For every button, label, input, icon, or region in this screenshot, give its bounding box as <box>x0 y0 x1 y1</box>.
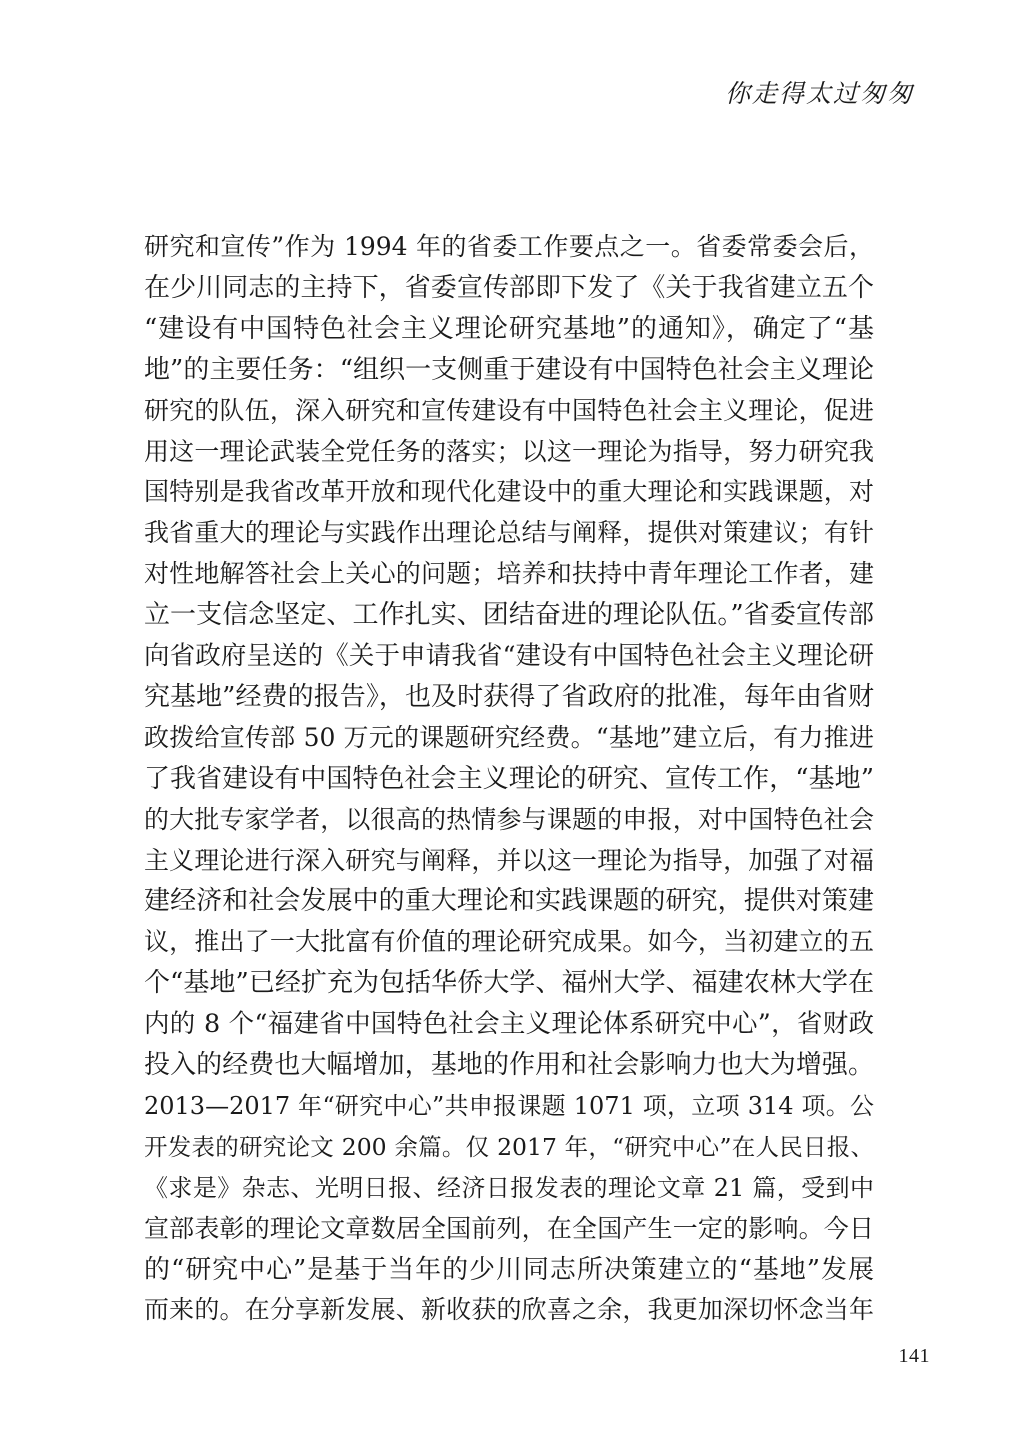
page-number: 141 <box>898 1345 930 1367</box>
text-line: 2013—2017 年“研究中心”共申报课题 1071 项，立项 314 项。公 <box>144 1091 874 1120</box>
text-line: 国特别是我省改革开放和现代化建设中的重大理论和实践课题，对 <box>144 477 874 507</box>
text-line: 的“研究中心”是基于当年的少川同志所决策建立的“基地”发展 <box>144 1254 874 1285</box>
text-line: 个“基地”已经扩充为包括华侨大学、福州大学、福建农林大学在 <box>144 968 874 999</box>
text-line: 主义理论进行深入研究与阐释，并以这一理论为指导，加强了对福 <box>144 845 874 875</box>
text-line: 我省重大的理论与实践作出理论总结与阐释，提供对策建议；有针 <box>144 518 874 548</box>
text-line: 政拨给宣传部 50 万元的课题研究经费。“基地”建立后，有力推进 <box>144 722 874 752</box>
text-line: 投入的经费也大幅增加，基地的作用和社会影响力也大为增强。 <box>144 1050 874 1080</box>
running-header-title: 你走得太过匆匆 <box>724 79 914 108</box>
text-line: 研究的队伍，深入研究和宣传建设有中国特色社会主义理论，促进 <box>144 395 874 425</box>
text-line: 究基地”经费的报告》，也及时获得了省政府的批准，每年由省财 <box>144 681 874 712</box>
text-line: “建设有中国特色社会主义理论研究基地”的通知》，确定了“基 <box>144 313 874 344</box>
text-line: 内的 8 个“福建省中国特色社会主义理论体系研究中心”，省财政 <box>144 1009 874 1040</box>
text-line: 开发表的研究论文 200 余篇。仅 2017 年，“研究中心”在人民日报、 <box>144 1132 874 1161</box>
text-line: 宣部表彰的理论文章数居全国前列，在全国产生一定的影响。今日 <box>144 1213 874 1243</box>
text-line: 建经济和社会发展中的重大理论和实践课题的研究，提供对策建 <box>144 886 874 917</box>
text-line: 在少川同志的主持下，省委宣传部即下发了《关于我省建立五个 <box>144 272 874 303</box>
text-line: 了我省建设有中国特色社会主义理论的研究、宣传工作，“基地” <box>144 763 874 794</box>
text-line: 的大批专家学者，以很高的热情参与课题的申报，对中国特色社会 <box>144 804 874 834</box>
text-line: 研究和宣传”作为 1994 年的省委工作要点之一。省委常委会后， <box>144 232 874 261</box>
text-line: 地”的主要任务：“组织一支侧重于建设有中国特色社会主义理论 <box>144 354 874 385</box>
text-line: 向省政府呈送的《关于申请我省“建设有中国特色社会主义理论研 <box>144 641 874 671</box>
text-line: 用这一理论武装全党任务的落实；以这一理论为指导，努力研究我 <box>144 436 874 466</box>
text-line: 而来的。在分享新发展、新收获的欣喜之余，我更加深切怀念当年 <box>144 1295 874 1325</box>
text-line: 对性地解答社会上关心的问题；培养和扶持中青年理论工作者，建 <box>144 559 874 589</box>
text-line: 《求是》杂志、光明日报、经济日报发表的理论文章 21 篇，受到中 <box>144 1173 874 1202</box>
text-line: 议，推出了一大批富有价值的理论研究成果。如今，当初建立的五 <box>144 927 874 957</box>
text-line: 立一支信念坚定、工作扎实、团结奋进的理论队伍。”省委宣传部 <box>144 600 874 631</box>
